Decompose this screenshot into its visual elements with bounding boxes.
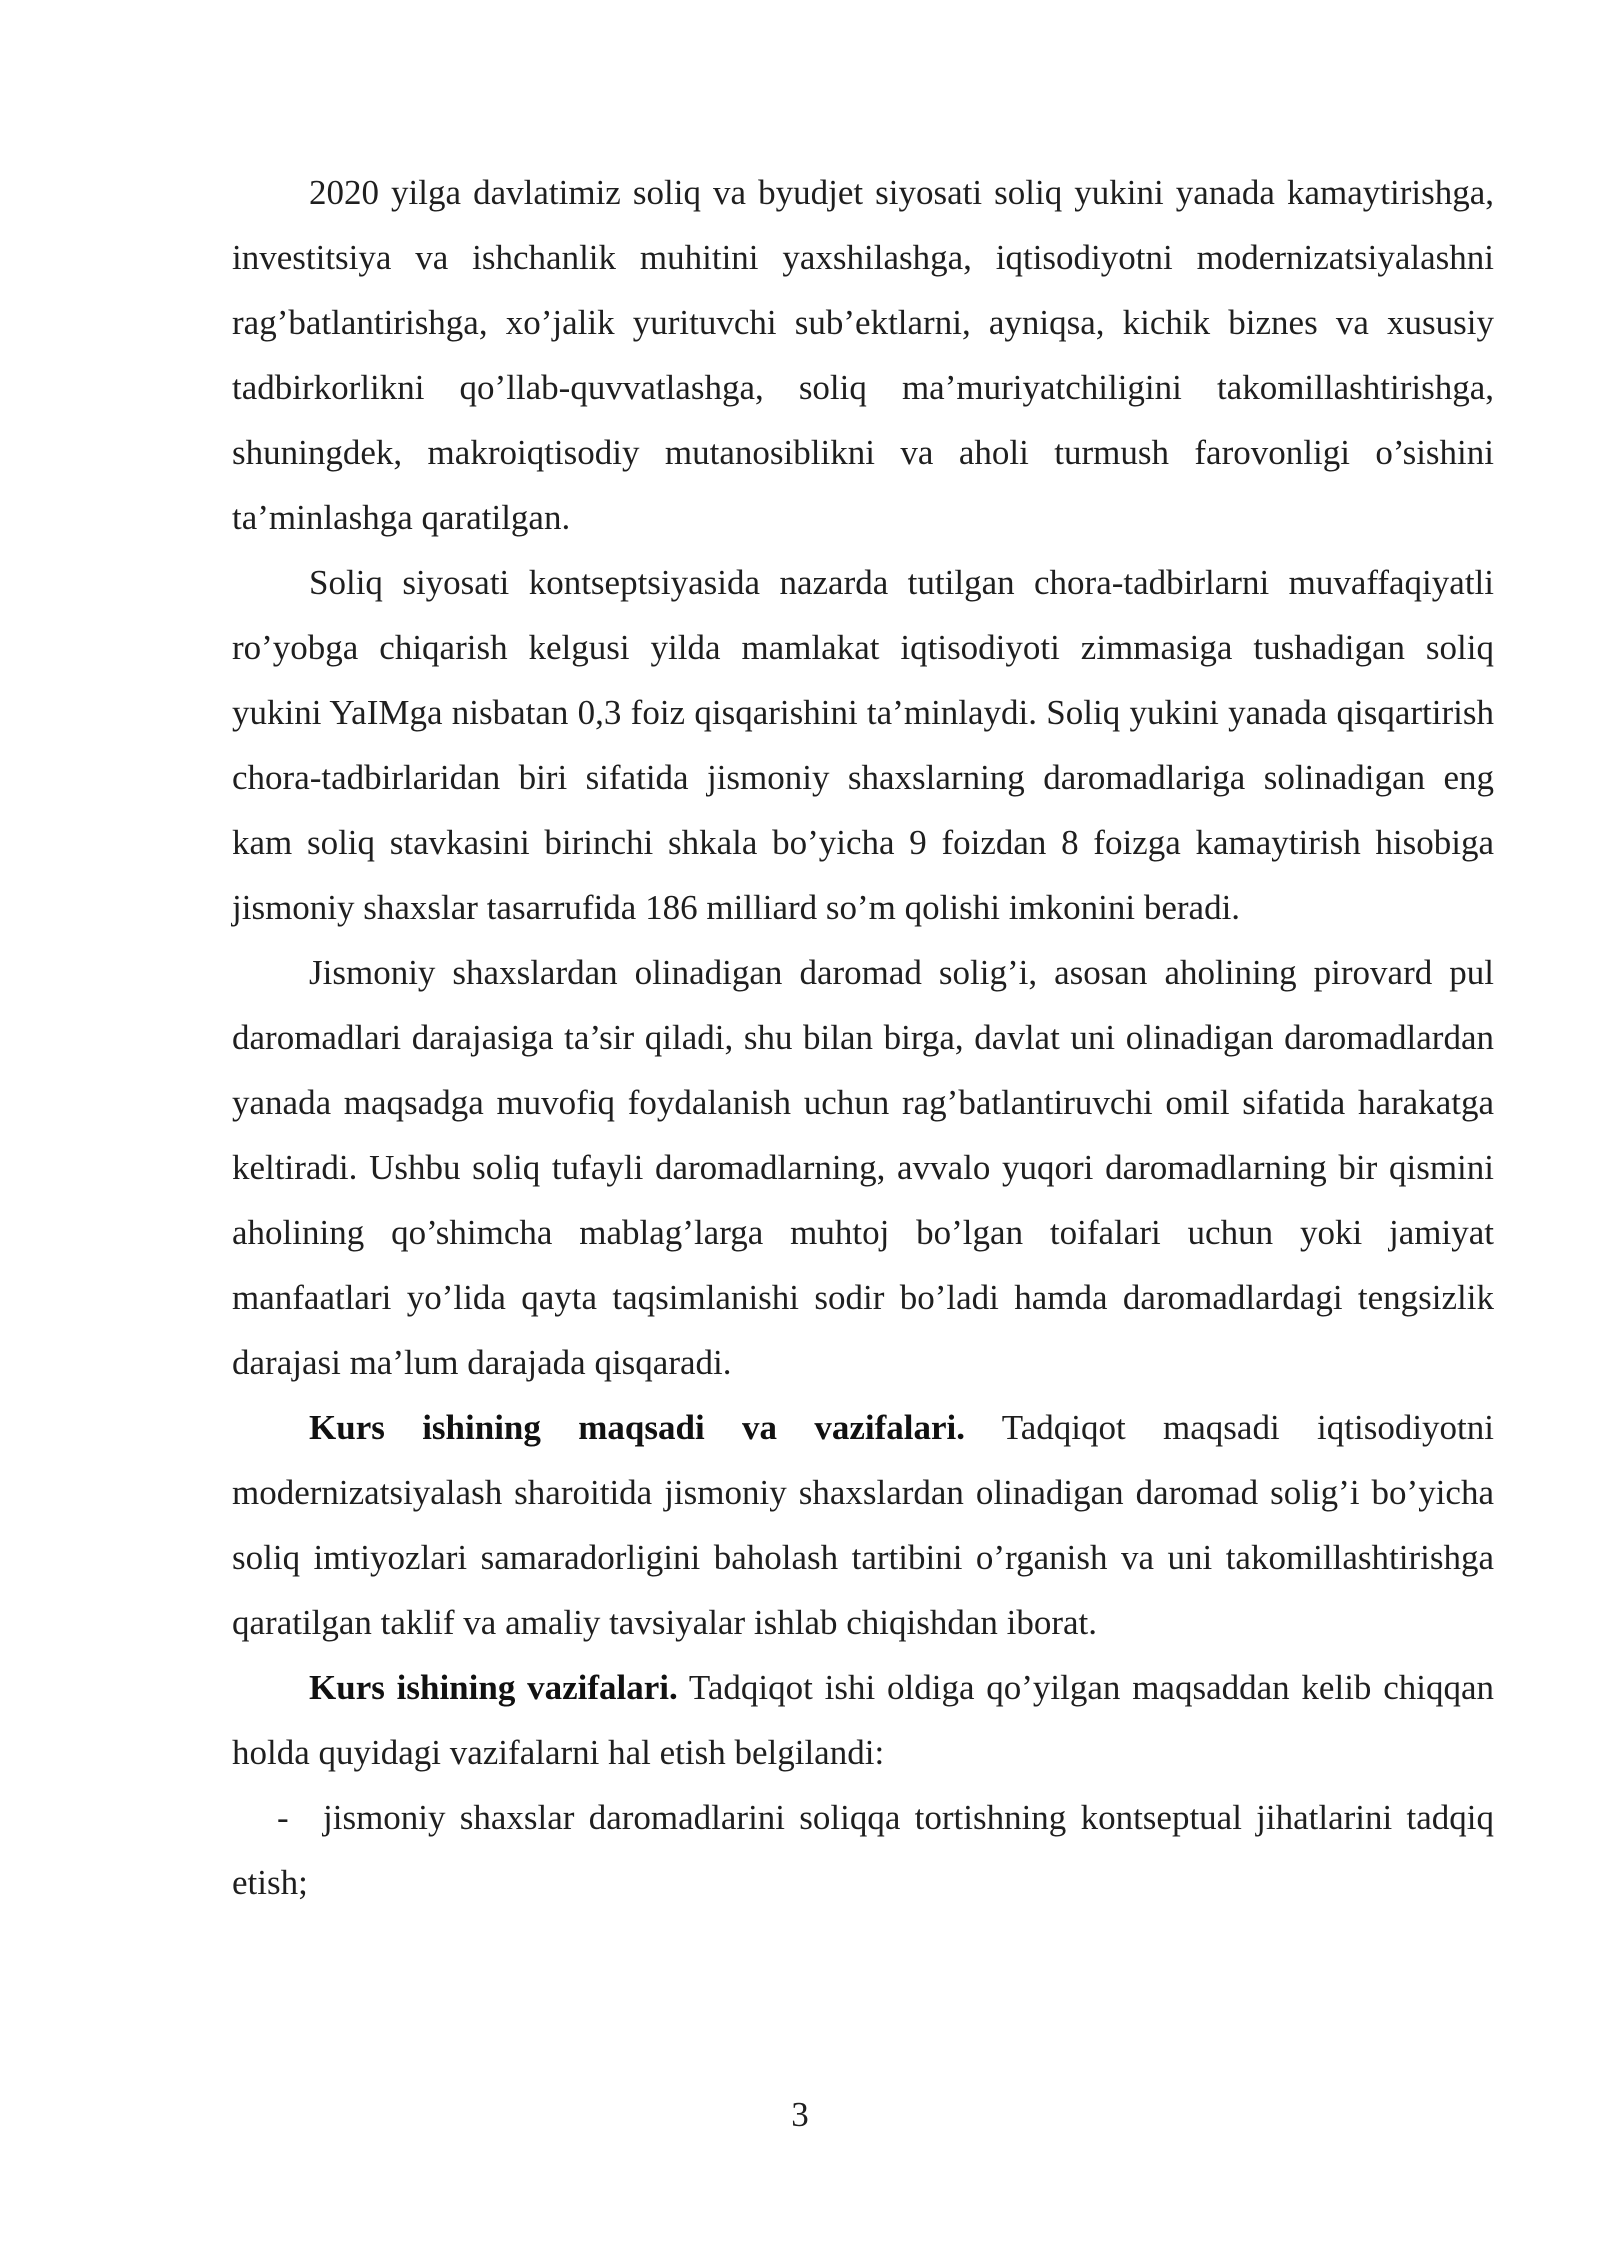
paragraph-1 [232, 160, 1494, 550]
paragraph-5-heading: Kurs ishining vazifalari. [309, 1668, 678, 1707]
paragraph-2-text: Soliq siyosati kontseptsiyasida nazarda tutilgan chora-tadbirlarni muvaffaqiyatli ro’yobga chiqarish kelgusi yilda mamlakat iqtisodiyoti zimmasiga tushadigan soliq yukini YaIMga nisbatan 0,3 foiz qisqarishini ta’minlaydi. Soliq yukini yanada qisqartirish chora-tadbirlaridan biri sifatida jismoniy shaxslarning daromadlariga solinadigan eng kam soliq stavkasini birinchi shkala bo’yicha 9 foizdan 8 foizga kamaytirish hisobiga jismoniy shaxslar tasarrufida 186 milliard so’m qolishi imkonini beradi. [232, 563, 1494, 927]
page-number: 3 [791, 2095, 809, 2134]
paragraph-4-heading: Kurs ishining maqsadi va vazifalari. [309, 1408, 966, 1447]
document-body [232, 160, 1494, 1915]
paragraph-4-text: Tadqiqot maqsadi iqtisodiyotni modernizatsiyalash sharoitida jismoniy shaxslardan olinadigan daromad solig’i bo’yicha soliq imtiyozlari samaradorligini baholash tartibini o’rganish va uni takomillashtirishga qaratilgan taklif va amaliy tavsiyalar ishlab chiqishdan iborat. [232, 1408, 1494, 1642]
paragraph-4 [232, 1395, 1494, 1655]
paragraph-3 [232, 940, 1494, 1395]
paragraph-5 [232, 1655, 1494, 1785]
paragraph-2 [232, 550, 1494, 940]
list-item [232, 1785, 1494, 1915]
paragraph-3-text: Jismoniy shaxslardan olinadigan daromad solig’i, asosan aholining pirovard pul daromadlari darajasiga ta’sir qiladi, shu bilan birga, davlat uni olinadigan daromadlardan yanada maqsadga muvofiq foydalanish uchun rag’batlantiruvchi omil sifatida harakatga keltiradi. Ushbu soliq tufayli daromadlarning, avvalo yuqori daromadlarning bir qismini aholining qo’shimcha mablag’larga muhtoj bo’lgan toifalari uchun yoki jamiyat manfaatlari yo’lida qayta taqsimlanishi sodir bo’ladi hamda daromadlardagi tengsizlik darajasi ma’lum darajada qisqaradi. [232, 953, 1494, 1382]
paragraph-5-text: Tadqiqot ishi oldiga qo’yilgan maqsaddan kelib chiqqan holda quyidagi vazifalarni hal etish belgilandi: [232, 1668, 1494, 1772]
list-item-text: jismoniy shaxslar daromadlarini soliqqa tortishning kontseptual jihatlarini tadqiq etish; [232, 1798, 1494, 1902]
list-item-marker: - [277, 1798, 289, 1837]
paragraph-1-text: 2020 yilga davlatimiz soliq va byudjet siyosati soliq yukini yanada kamaytirishga, investitsiya va ishchanlik muhitini yaxshilashga, iqtisodiyotni modernizatsiyalashni rag’batlantirishga, xo’jalik yurituvchi sub’ektlarni, ayniqsa, kichik biznes va xususiy tadbirkorlikni qo’llab-quvvatlashga, soliq ma’muriyatchiligini takomillashtirishga, shuningdek, makroiqtisodiy mutanosiblikni va aholi turmush farovonligi o’sishini ta’minlashga qaratilgan. [232, 173, 1494, 537]
